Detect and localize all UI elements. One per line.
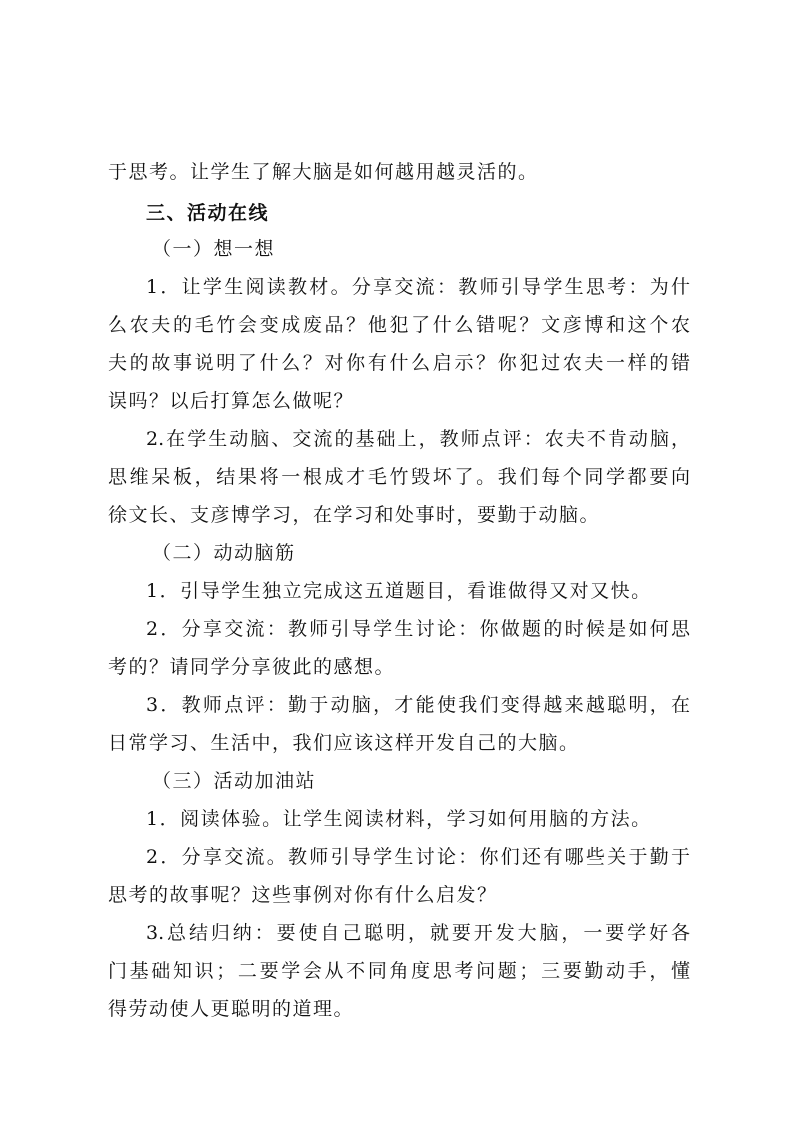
- paragraph-line: 日常学习、生活中，我们应该这样开发自己的大脑。: [108, 732, 580, 754]
- paragraph-line: 考的？请同学分享彼此的感想。: [108, 656, 396, 678]
- subsection-heading: （一）想一想: [152, 238, 276, 260]
- paragraph-line: 思维呆板，结果将一根成才毛竹毁坏了。我们每个同学都要向: [108, 466, 690, 488]
- paragraph-line: 思考的故事呢？这些事例对你有什么启发？: [108, 884, 498, 906]
- paragraph-line: 误吗？以后打算怎么做呢？: [108, 390, 355, 412]
- paragraph-line: 徐文长、支彦博学习，在学习和处事时，要勤于动脑。: [108, 504, 601, 526]
- subsection-heading: （三）活动加油站: [152, 770, 317, 792]
- paragraph-line: 3．教师点评：勤于动脑，才能使我们变得越来越聪明，在: [146, 694, 690, 716]
- paragraph-line: 1．引导学生独立完成这五道题目，看谁做得又对又快。: [146, 580, 652, 602]
- section-heading: 三、活动在线: [146, 202, 270, 224]
- paragraph-line: 1．让学生阅读教材。分享交流：教师引导学生思考：为什: [146, 276, 690, 298]
- paragraph-line: 2.在学生动脑、交流的基础上，教师点评：农夫不肯动脑，: [146, 428, 690, 450]
- paragraph-line: 得劳动使人更聪明的道理。: [108, 998, 355, 1020]
- paragraph-line: 么农夫的毛竹会变成废品？他犯了什么错呢？文彦博和这个农: [108, 314, 690, 336]
- subsection-heading: （二）动动脑筋: [152, 542, 296, 564]
- paragraph-line: 2．分享交流：教师引导学生讨论：你做题的时候是如何思: [146, 618, 690, 640]
- paragraph-line: 门基础知识；二要学会从不同角度思考问题；三要勤动手，懂: [108, 960, 690, 982]
- paragraph-line: 1．阅读体验。让学生阅读材料，学习如何用脑的方法。: [146, 808, 652, 830]
- paragraph-line: 2．分享交流。教师引导学生讨论：你们还有哪些关于勤于: [146, 846, 690, 868]
- paragraph-line: 于思考。让学生了解大脑是如何越用越灵活的。: [108, 161, 539, 183]
- paragraph-line: 3.总结归纳：要使自己聪明，就要开发大脑，一要学好各: [146, 922, 690, 944]
- paragraph-line: 夫的故事说明了什么？对你有什么启示？你犯过农夫一样的错: [108, 352, 690, 374]
